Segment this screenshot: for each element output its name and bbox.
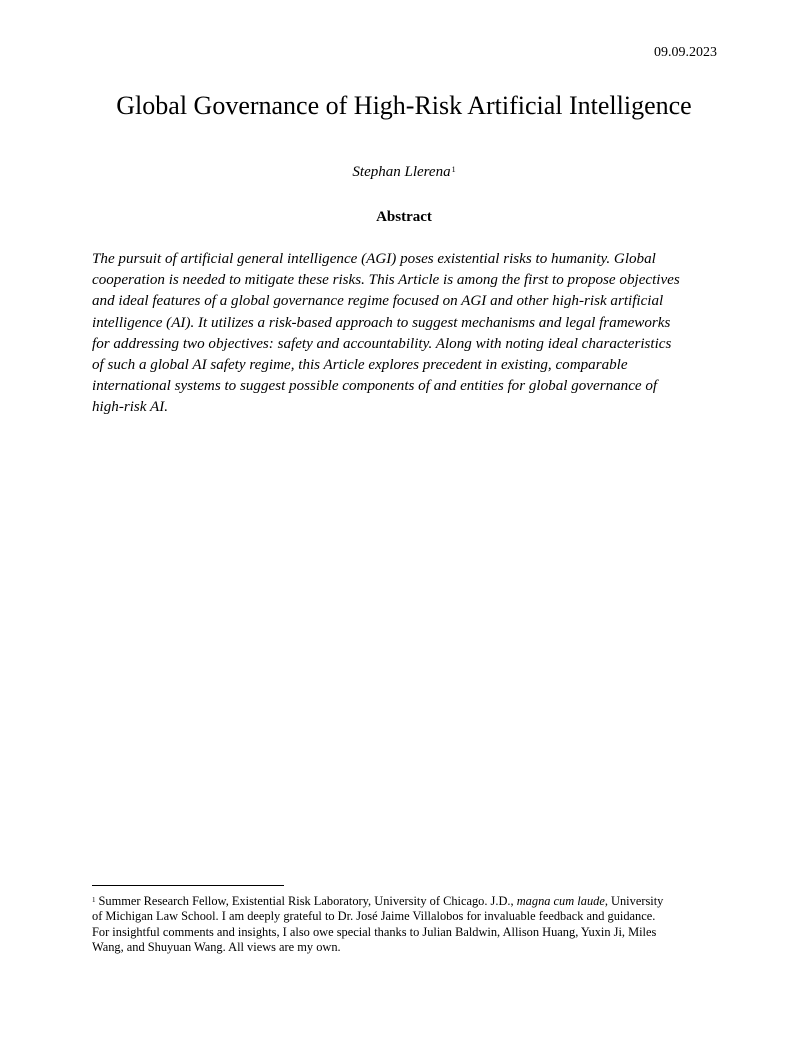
author-line: [0, 162, 808, 182]
author-name: Stephan Llerena: [352, 164, 451, 180]
abstract-line: international systems to suggest possible components of and entities for global governance of: [92, 378, 658, 395]
footnote-divider: [92, 885, 284, 886]
abstract-line: for addressing two objectives: safety and accountability. Along with noting ideal characteristics: [92, 335, 672, 352]
abstract-line: The pursuit of artificial general intelligence (AGI) poses existential risks to humanity. Global: [92, 251, 656, 267]
footnote-line: Wang, and Shuyuan Wang. All views are my own.: [92, 939, 341, 954]
footnote-text-end: , University: [604, 894, 664, 908]
footnote-text-start: Summer Research Fellow, Existential Risk Laboratory, University of Chicago. J.D.,: [98, 894, 517, 908]
abstract-line: and ideal features of a global governance regime focused on AGI and other high-risk artificial: [92, 293, 664, 310]
abstract-line: high-risk AI.: [92, 399, 169, 416]
footnote-line: [92, 894, 722, 909]
abstract-body: [92, 249, 720, 419]
abstract-heading: Abstract: [376, 209, 432, 225]
footnote-line: For insightful comments and insights, I also owe special thanks to Julian Baldwin, Allison Huang, Yuxin Ji, Miles: [92, 924, 657, 939]
paper-title: Global Governance of High-Risk Artificial Intelligence: [116, 91, 692, 120]
footnote: [92, 894, 722, 955]
author-footnote-marker[interactable]: 1: [451, 165, 456, 174]
header-date: 09.09.2023: [654, 45, 717, 60]
footnote-honor: magna cum laude: [516, 894, 605, 908]
footnote-line: of Michigan Law School. I am deeply grateful to Dr. José Jaime Villalobos for invaluable feedback and guidance.: [92, 909, 656, 924]
abstract-line: intelligence (AI). It utilizes a risk-based approach to suggest mechanisms and legal frameworks: [92, 314, 671, 331]
abstract-line: of such a global AI safety regime, this Article explores precedent in existing, comparable: [92, 357, 628, 374]
footnote-marker: 1: [92, 896, 96, 904]
abstract-line: cooperation is needed to mitigate these risks. This Article is among the first to propose objectives: [92, 272, 680, 289]
